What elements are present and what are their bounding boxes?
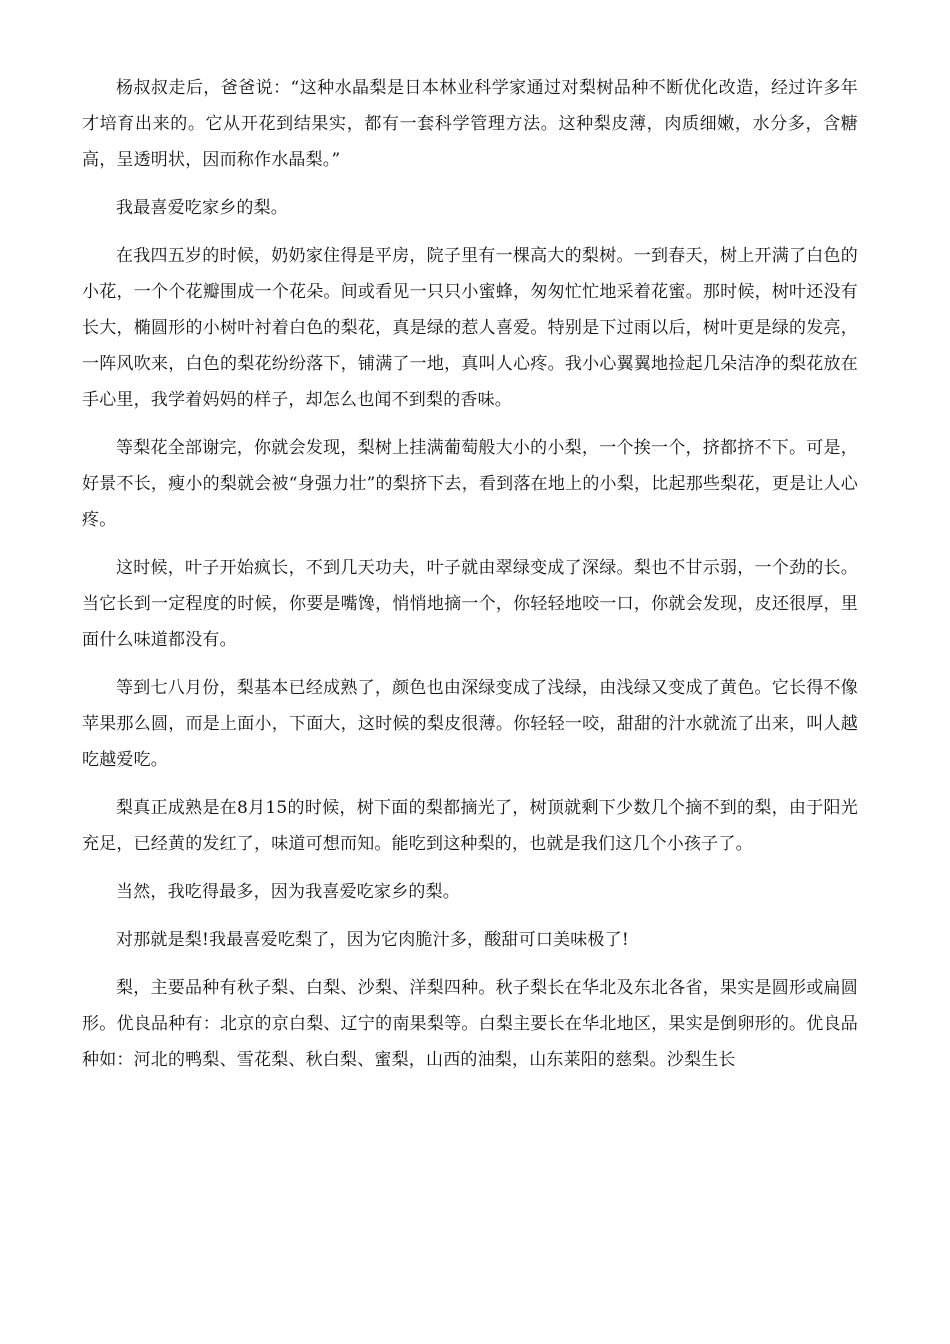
paragraph-4: 等梨花全部谢完，你就会发现，梨树上挂满葡萄般大小的小梨，一个挨一个，挤都挤不下。可是，好景不长，瘦小的梨就会被“身强力壮”的梨挤下去，看到落在地上的小梨，比起那些梨花，更是让人心疼。 (82, 438, 858, 530)
paragraph-7: 梨真正成熟是在8月15的时候，树下面的梨都摘光了，树顶就剩下少数几个摘不到的梨，由于阳光充足，已经黄的发红了，味道可想而知。能吃到这种梨的，也就是我们这几个小孩子了。 (82, 798, 858, 854)
paragraph-10: 梨，主要品种有秋子梨、白梨、沙梨、洋梨四种。秋子梨长在华北及东北各省，果实是圆形或扁圆形。优良品种有：北京的京白梨、辽宁的南果梨等。白梨主要长在华北地区，果实是倒卵形的。优良品种如：河北的鸭梨、雪花梨、秋白梨、蜜梨，山西的油梨，山东莱阳的慈梨。沙梨生长 (82, 978, 858, 1070)
paragraph-6: 等到七八月份，梨基本已经成熟了，颜色也由深绿变成了浅绿，由浅绿又变成了黄色。它长得不像苹果那么圆，而是上面小，下面大，这时候的梨皮很薄。你轻轻一咬，甜甜的汁水就流了出来，叫人越吃越爱吃。 (82, 678, 858, 770)
paragraph-3: 在我四五岁的时候，奶奶家住得是平房，院子里有一棵高大的梨树。一到春天，树上开满了白色的小花，一个个花瓣围成一个花朵。间或看见一只只小蜜蜂，匆匆忙忙地采着花蜜。那时候，树叶还没有长大，椭圆形的小树叶衬着白色的梨花，真是绿的惹人喜爱。特别是下过雨以后，树叶更是绿的发亮，一阵风吹来，白色的梨花纷纷落下，铺满了一地，真叫人心疼。我小心翼翼地捡起几朵洁净的梨花放在手心里，我学着妈妈的样子，却怎么也闻不到梨的香味。 (82, 246, 858, 410)
document-page (82, 70, 858, 1090)
paragraph-8: 当然，我吃得最多，因为我喜爱吃家乡的梨。 (116, 882, 460, 902)
paragraph-2: 我最喜爱吃家乡的梨。 (116, 198, 288, 218)
paragraph-1: 杨叔叔走后，爸爸说：“这种水晶梨是日本林业科学家通过对梨树品种不断优化改造，经过许多年才培育出来的。它从开花到结果实，都有一套科学管理方法。这种梨皮薄，肉质细嫩，水分多，含糖高，呈透明状，因而称作水晶梨。” (82, 78, 858, 170)
paragraph-5: 这时候，叶子开始疯长，不到几天功夫，叶子就由翠绿变成了深绿。梨也不甘示弱，一个劲的长。当它长到一定程度的时候，你要是嘴馋，悄悄地摘一个，你轻轻地咬一口，你就会发现，皮还很厚，里面什么味道都没有。 (82, 558, 858, 650)
paragraph-9: 对那就是梨!我最喜爱吃梨了，因为它肉脆汁多，酸甜可口美味极了! (116, 930, 629, 950)
